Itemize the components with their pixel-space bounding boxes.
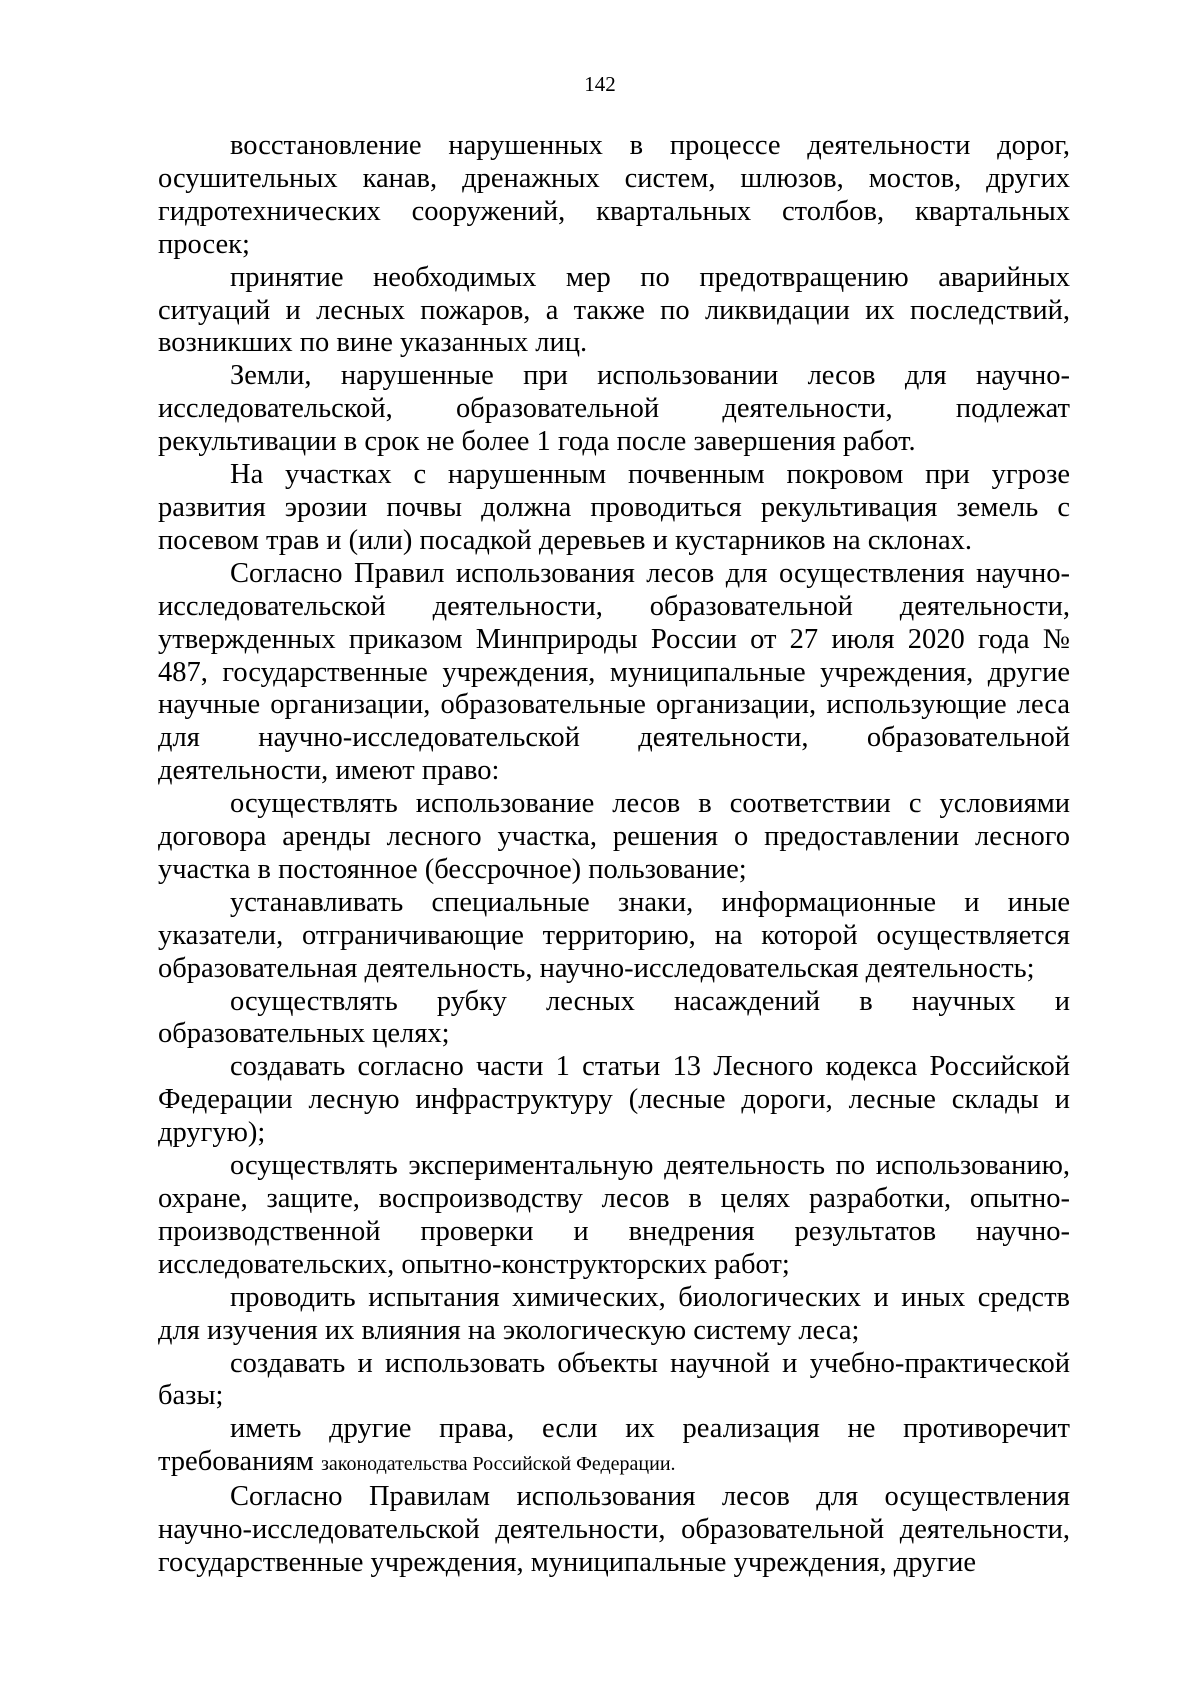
- paragraph-land-recultivation: Земли, нарушенные при использовании лесов для научно-исследовательской, образовательной деятельности, подлежат рекультивации в срок не более 1 года после завершения работ.: [158, 360, 1070, 458]
- page-number: 142: [584, 72, 616, 96]
- paragraph-right-use-forests: осуществлять использование лесов в соответствии с условиями договора аренды лесного участка, решения о предоставлении лесного участка в постоянное (бессрочное) пользование;: [158, 788, 1070, 885]
- paragraph-rules-rights-continued: Согласно Правилам использования лесов для осуществления научно-исследовательской деятельности, образовательной деятельности, государственные учреждения, муниципальные учреждения, другие: [158, 1481, 1070, 1578]
- paragraph-emergency-measures: принятие необходимых мер по предотвращению аварийных ситуаций и лесных пожаров, а также по ликвидации их последствий, возникших по вине указанных лиц.: [158, 261, 1070, 359]
- paragraph-right-other-main: иметь другие права, если их реализация не противоречит требованиям: [158, 1413, 1070, 1478]
- paragraph-erosion-areas: На участках с нарушенным почвенным покровом при угрозе развития эрозии почвы должна проводиться рекультивация земель с посевом трав и (или) посадкой деревьев и кустарников на склонах.: [158, 459, 1070, 556]
- paragraph-right-other-tail: законодательства Российской Федерации.: [320, 1453, 676, 1476]
- paragraph-right-logging: осуществлять рубку лесных насаждений в научных и образовательных целях;: [158, 985, 1070, 1050]
- document-body: [158, 130, 1070, 1580]
- paragraph-right-other: [158, 1413, 1070, 1481]
- paragraph-right-signs: устанавливать специальные знаки, информационные и иные указатели, отграничивающие территорию, на которой осуществляется образовательная деятельность, научно-исследовательская деятельность;: [158, 886, 1070, 984]
- paragraph-rules-rights: Согласно Правил использования лесов для осуществления научно-исследовательской деятельности, образовательной деятельности, утвержденных приказом Минприроды России от 27 июля 2020 года № 487, государственные учреждения, муниципальные учреждения, другие научные организации, образовательные организации, использующие леса для научно-исследовательской деятельности, образовательной деятельности, имеют право:: [158, 557, 1070, 787]
- paragraph-right-experimental: осуществлять экспериментальную деятельность по использованию, охране, защите, воспроизводству лесов в целях разработки, опытно-производственной проверки и внедрения результатов научно-исследовательских, опытно-конструкторских работ;: [158, 1150, 1070, 1280]
- paragraph-right-testing: проводить испытания химических, биологических и иных средств для изучения их влияния на экологическую систему леса;: [158, 1281, 1070, 1346]
- paragraph-right-infrastructure: создавать согласно части 1 статьи 13 Лесного кодекса Российской Федерации лесную инфраструктуру (лесные дороги, лесные склады и другую);: [158, 1051, 1070, 1149]
- paragraph-right-base: создавать и использовать объекты научной и учебно-практической базы;: [158, 1347, 1070, 1412]
- paragraph-restoration: восстановление нарушенных в процессе деятельности дорог, осушительных канав, дренажных систем, шлюзов, мостов, других гидротехнических сооружений, квартальных столбов, квартальных просек;: [158, 130, 1070, 260]
